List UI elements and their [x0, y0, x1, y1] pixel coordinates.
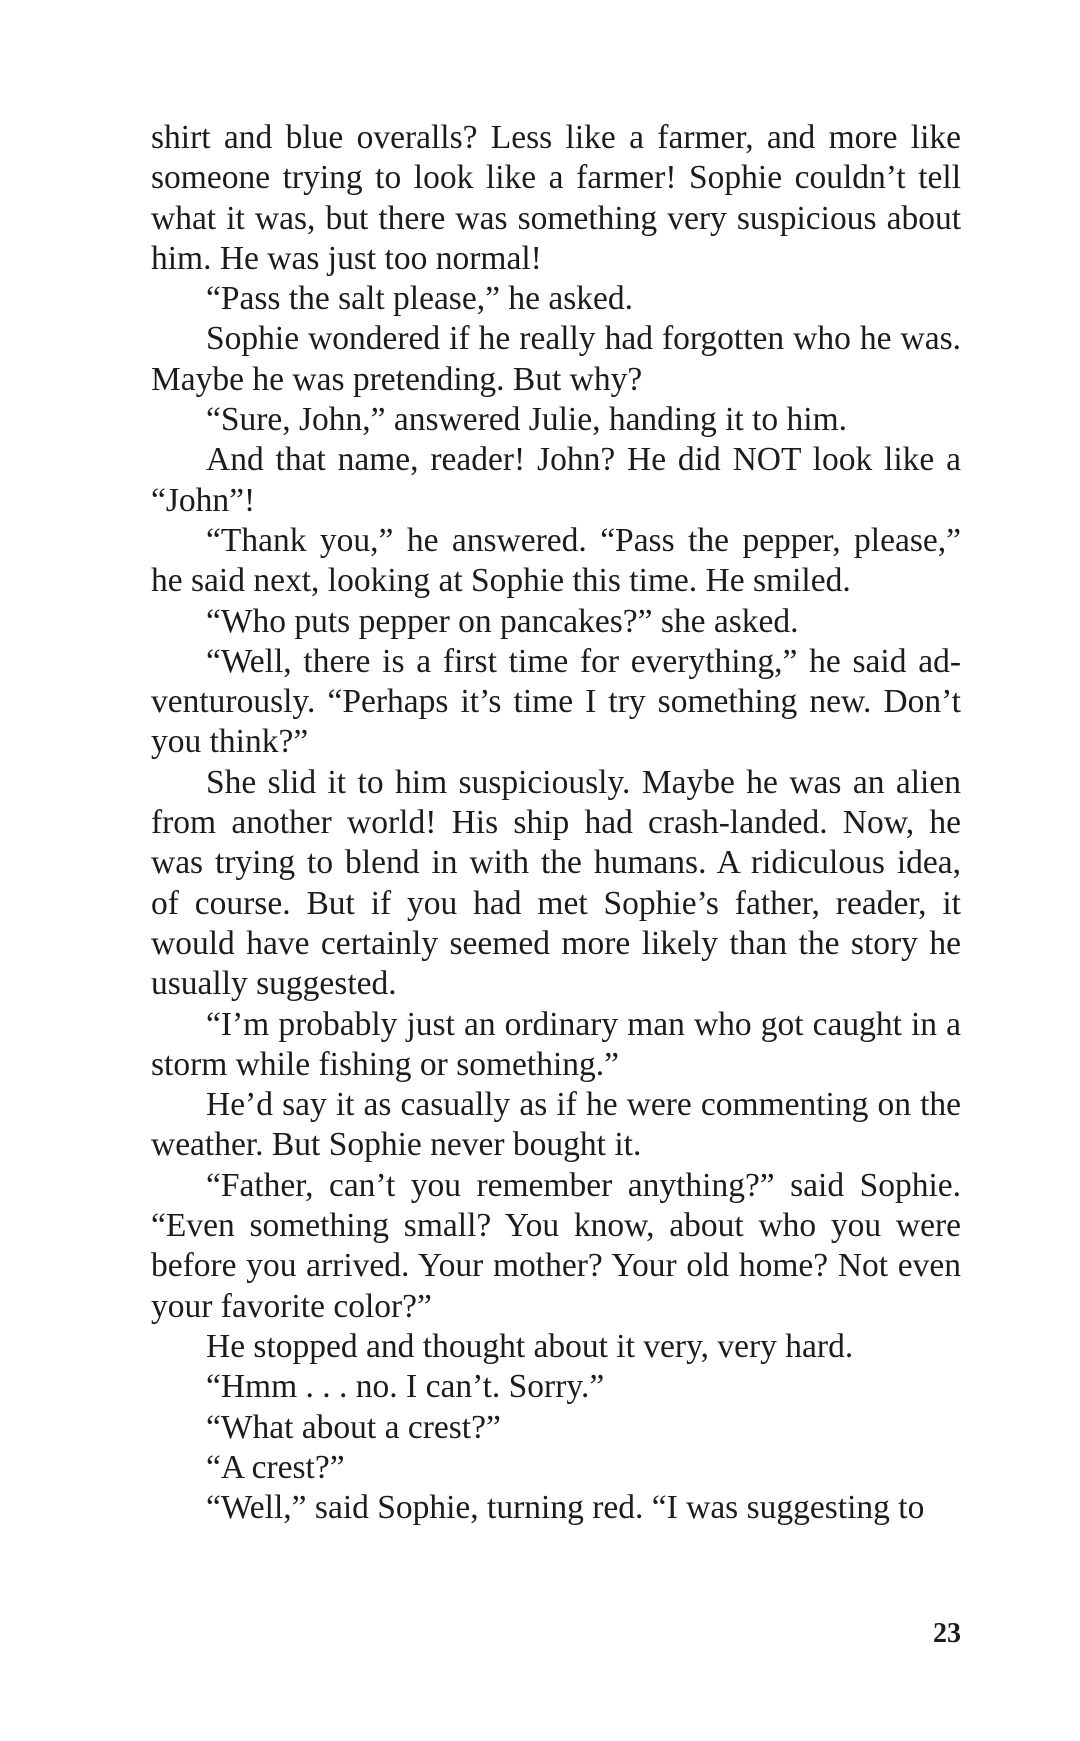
paragraph: Sophie wondered if he really had forgotten who he was. Maybe he was pretending. But why? — [151, 320, 961, 398]
paragraph: “What about a crest?” — [206, 1408, 501, 1446]
paragraph: shirt and blue overalls? Less like a farmer, and more like someone trying to look like a farmer! Sophie couldn’t tell what it was, but there was something very suspicious about him. He was just too normal! — [151, 119, 961, 277]
paragraph: “Well, there is a first time for everything,” he said adventurously. “Perhaps it’s time I try something new. Don’t you think?” — [151, 642, 961, 761]
body-text — [151, 118, 961, 1528]
paragraph: And that name, reader! John? He did NOT look like a “John”! — [151, 441, 961, 519]
paragraph: “Thank you,” he answered. “Pass the pepper, please,” he said next, looking at Sophie this time. He smiled. — [151, 521, 961, 600]
paragraph: “Father, can’t you remember anything?” said Sophie. “Even something small? You know, about who you were before you arrived. Your mother? Your old home? Not even your favorite color?” — [151, 1166, 961, 1325]
paragraph: He stopped and thought about it very, very hard. — [206, 1327, 854, 1365]
paragraph: “Pass the salt please,” he asked. — [206, 280, 633, 318]
paragraph: She slid it to him suspiciously. Maybe he was an alien from another world! His ship had crash-landed. Now, he was trying to blend in with the humans. A ridiculous idea, of course. But if you had met Sophie’s father, reader, it would have certainly seemed more likely than the story he usually suggested. — [151, 763, 961, 1003]
page-number: 23 — [933, 1618, 961, 1649]
paragraph: He’d say it as casually as if he were commenting on the weather. But Sophie never bought it. — [151, 1086, 961, 1164]
paragraph: “Sure, John,” answered Julie, handing it to him. — [206, 401, 848, 439]
paragraph: “Who puts pepper on pancakes?” she asked. — [206, 602, 799, 640]
paragraph: “A crest?” — [206, 1448, 345, 1486]
paragraph: “Hmm . . . no. I can’t. Sorry.” — [206, 1368, 605, 1406]
paragraph: “Well,” said Sophie, turning red. “I was suggesting to — [206, 1489, 925, 1527]
paragraph: “I’m probably just an ordinary man who got caught in a storm while fishing or something.” — [151, 1005, 961, 1083]
